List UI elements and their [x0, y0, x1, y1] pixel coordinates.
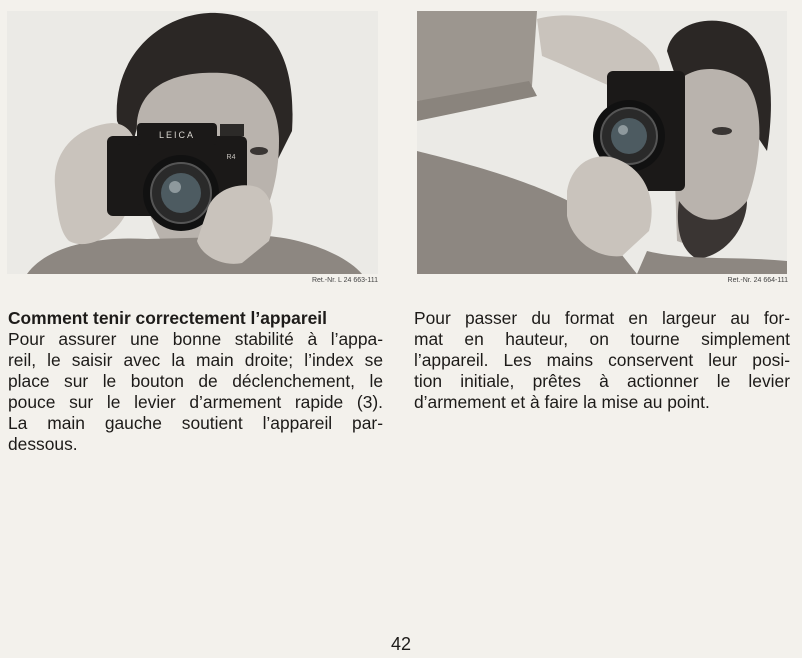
- paragraph-line: place sur le bouton de déclenchement, le: [8, 371, 383, 391]
- section-heading: Comment tenir correctement l’appareil: [8, 308, 327, 328]
- photo-reference-caption: Ret.-Nr. 24 664-111: [727, 277, 788, 284]
- text-column-left: [8, 308, 383, 455]
- paragraph-line: tion initiale, prêtes à actionner le levier: [414, 371, 790, 391]
- paragraph-line: Pour passer du format en largeur au for-: [414, 308, 790, 328]
- paragraph-line: La main gauche soutient l’appareil par-: [8, 413, 383, 433]
- camera-model-text: R4: [226, 154, 236, 161]
- paragraph-line: mat en hauteur, on tourne simplement: [414, 329, 790, 349]
- paragraph-line: Pour assurer une bonne stabilité à l’appa-: [8, 329, 383, 349]
- paragraph-line: pouce sur le levier d’armement rapide (3).: [8, 392, 383, 412]
- photo-horizontal-grip: [7, 11, 378, 274]
- camera-brand-text: LEICA: [158, 130, 196, 140]
- photo-reference-caption: Ret.-Nr. L 24 663-111: [311, 277, 378, 284]
- paragraph-line: reil, le saisir avec la main droite; l’index se: [8, 350, 383, 370]
- paragraph-line: dessous.: [8, 434, 78, 454]
- paragraph-line: l’appareil. Les mains conservent leur posi-: [414, 350, 790, 370]
- paragraph-line: d’armement et à faire la mise au point.: [414, 392, 710, 412]
- page-number: 42: [390, 634, 412, 654]
- text-column-right: [414, 308, 790, 413]
- photo-vertical-grip: [417, 11, 787, 274]
